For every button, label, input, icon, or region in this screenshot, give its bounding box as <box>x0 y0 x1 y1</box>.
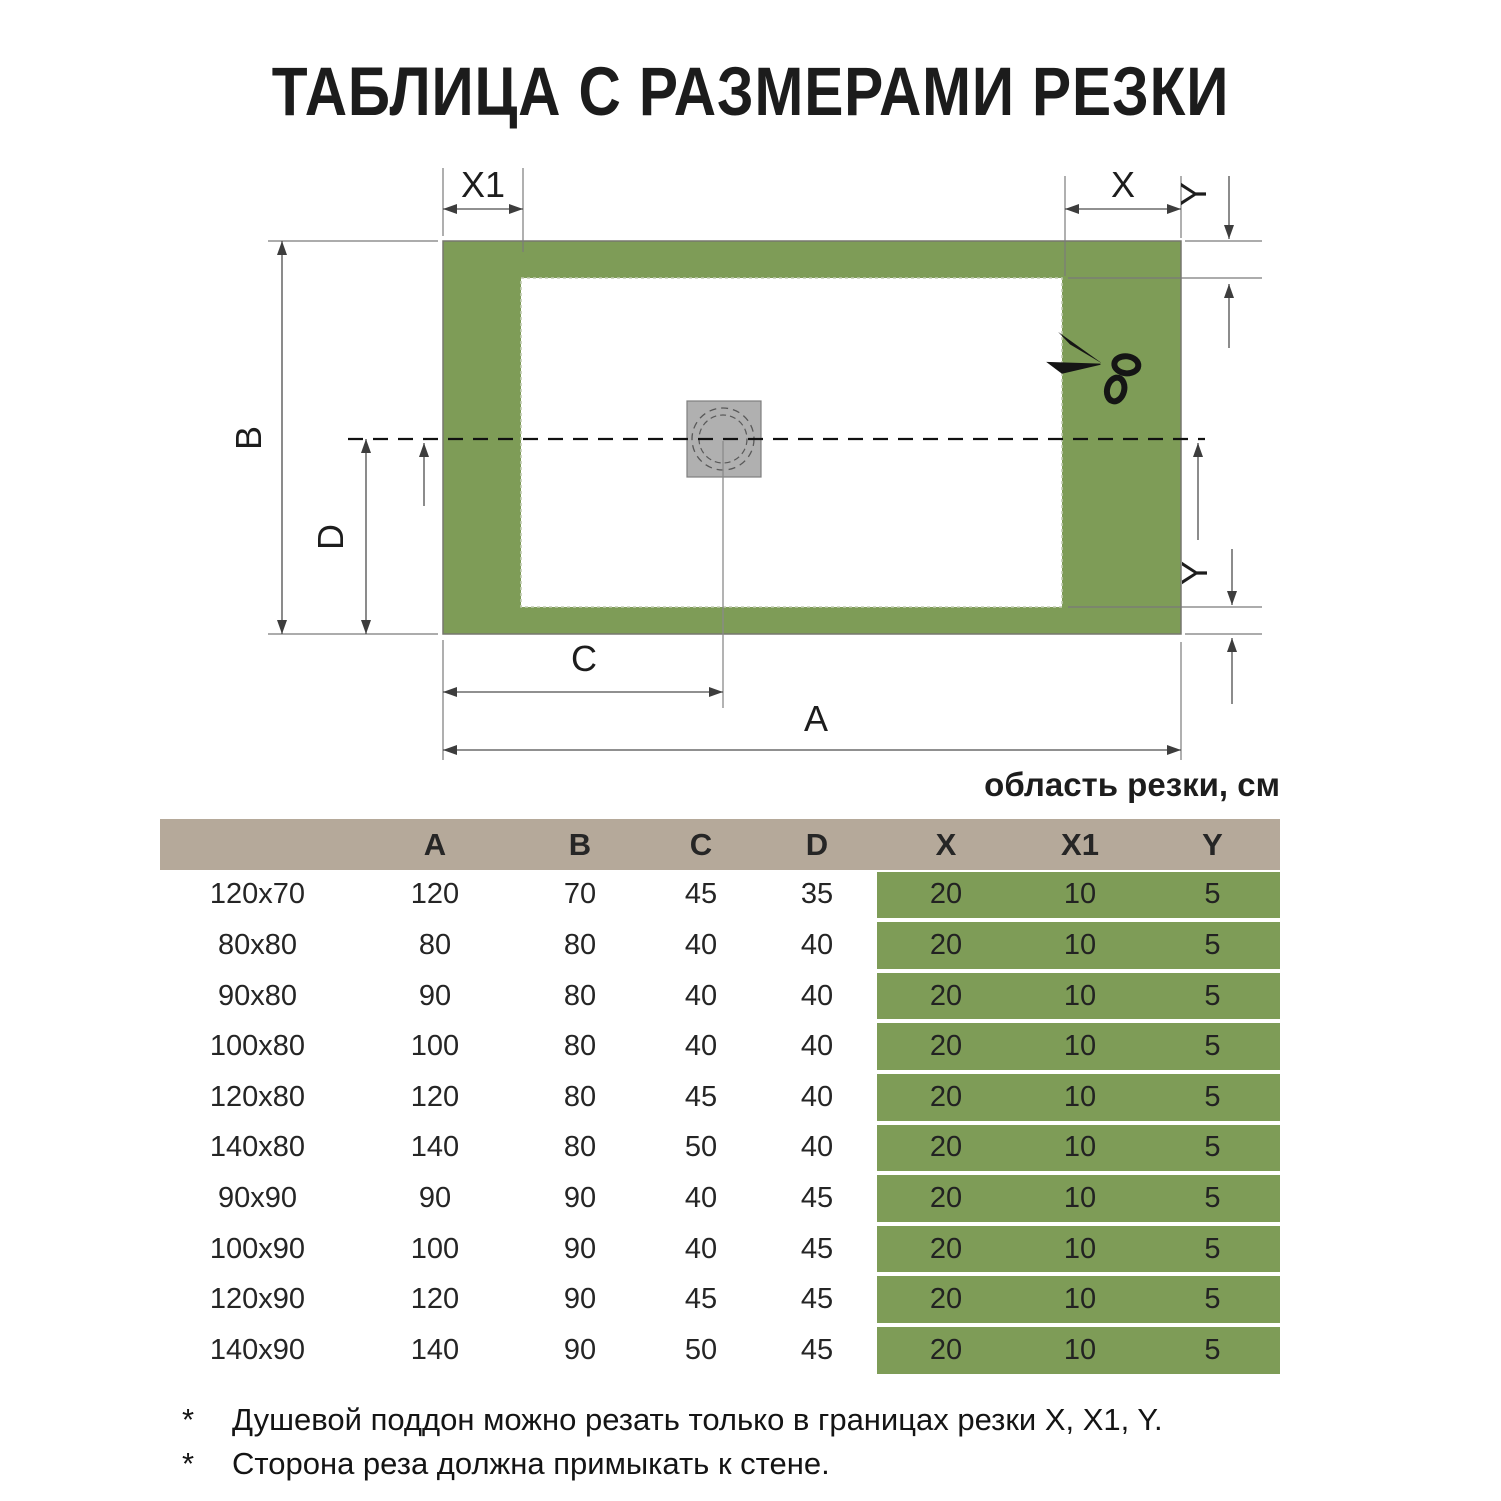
cell-B: 80 <box>515 1021 645 1072</box>
cell-D: 45 <box>757 1224 877 1275</box>
cell-X1: 10 <box>1015 1173 1145 1224</box>
cell-C: 40 <box>645 920 757 971</box>
cell-X: 20 <box>877 971 1015 1022</box>
label-b: B <box>228 425 269 451</box>
cell-D: 45 <box>757 1274 877 1325</box>
row-size-label: 80x80 <box>160 920 355 971</box>
col-header-x1: X1 <box>1015 819 1145 870</box>
cell-D: 40 <box>757 920 877 971</box>
label-y-top: Y <box>1173 181 1214 207</box>
cell-C: 40 <box>645 1173 757 1224</box>
col-header-y: Y <box>1145 819 1280 870</box>
row-size-label: 90x80 <box>160 971 355 1022</box>
cutting-size-table <box>160 819 1280 1376</box>
cell-Y: 5 <box>1145 971 1280 1022</box>
cell-Y: 5 <box>1145 1072 1280 1123</box>
label-d: D <box>310 524 351 550</box>
cell-X1: 10 <box>1015 870 1145 921</box>
cell-C: 40 <box>645 1021 757 1072</box>
cell-C: 50 <box>645 1123 757 1174</box>
col-header-b: B <box>515 819 645 870</box>
label-y-bottom: Y <box>1174 560 1215 586</box>
row-size-label: 140x80 <box>160 1123 355 1174</box>
row-size-label: 120x90 <box>160 1274 355 1325</box>
footnote-2-marker: * <box>182 1446 195 1481</box>
row-size-label: 120x70 <box>160 870 355 921</box>
cell-B: 70 <box>515 870 645 921</box>
cell-C: 50 <box>645 1325 757 1376</box>
cell-A: 80 <box>355 920 515 971</box>
cell-A: 90 <box>355 1173 515 1224</box>
cell-C: 40 <box>645 971 757 1022</box>
tray-inner-area <box>521 278 1062 607</box>
cell-A: 90 <box>355 971 515 1022</box>
col-header-a: A <box>355 819 515 870</box>
cell-X1: 10 <box>1015 1123 1145 1174</box>
cell-C: 45 <box>645 1072 757 1123</box>
col-header-x: X <box>877 819 1015 870</box>
cell-X: 20 <box>877 1072 1015 1123</box>
cell-B: 80 <box>515 1123 645 1174</box>
cell-X1: 10 <box>1015 1072 1145 1123</box>
cell-A: 140 <box>355 1325 515 1376</box>
label-x1: X1 <box>460 164 506 205</box>
cell-X1: 10 <box>1015 920 1145 971</box>
col-header-c: C <box>645 819 757 870</box>
cell-B: 80 <box>515 971 645 1022</box>
cell-X: 20 <box>877 870 1015 921</box>
cell-A: 100 <box>355 1021 515 1072</box>
cell-X: 20 <box>877 1325 1015 1376</box>
footnote-2-text: Сторона реза должна примыкать к стене. <box>232 1446 830 1481</box>
cell-Y: 5 <box>1145 1123 1280 1174</box>
cell-Y: 5 <box>1145 920 1280 971</box>
label-x: X <box>1110 164 1136 205</box>
row-size-label: 100x80 <box>160 1021 355 1072</box>
table-caption: область резки, см <box>984 766 1280 803</box>
cell-X1: 10 <box>1015 1021 1145 1072</box>
footnotes <box>160 1398 1400 1486</box>
cell-B: 90 <box>515 1224 645 1275</box>
label-c: C <box>571 638 597 679</box>
label-a: A <box>803 698 829 739</box>
cell-D: 40 <box>757 1123 877 1174</box>
cell-X: 20 <box>877 1173 1015 1224</box>
cell-D: 45 <box>757 1325 877 1376</box>
cell-X: 20 <box>877 1123 1015 1174</box>
cell-D: 40 <box>757 1072 877 1123</box>
cell-D: 40 <box>757 1021 877 1072</box>
cell-X: 20 <box>877 920 1015 971</box>
cell-X: 20 <box>877 1021 1015 1072</box>
cell-Y: 5 <box>1145 1325 1280 1376</box>
cell-X: 20 <box>877 1224 1015 1275</box>
cell-A: 120 <box>355 870 515 921</box>
footnote-1-marker: * <box>182 1402 195 1437</box>
cell-B: 90 <box>515 1173 645 1224</box>
cell-A: 100 <box>355 1224 515 1275</box>
cell-A: 140 <box>355 1123 515 1174</box>
row-size-label: 140x90 <box>160 1325 355 1376</box>
cell-D: 40 <box>757 971 877 1022</box>
cell-B: 90 <box>515 1274 645 1325</box>
cell-D: 35 <box>757 870 877 921</box>
cell-B: 80 <box>515 920 645 971</box>
cell-C: 40 <box>645 1224 757 1275</box>
cell-X1: 10 <box>1015 971 1145 1022</box>
cell-X1: 10 <box>1015 1274 1145 1325</box>
footnote-1 <box>160 1398 1400 1442</box>
cell-Y: 5 <box>1145 1173 1280 1224</box>
footnote-2 <box>160 1442 1400 1486</box>
cell-B: 90 <box>515 1325 645 1376</box>
col-header-d: D <box>757 819 877 870</box>
cell-X: 20 <box>877 1274 1015 1325</box>
col-header-size <box>160 819 355 870</box>
cell-C: 45 <box>645 870 757 921</box>
row-size-label: 100x90 <box>160 1224 355 1275</box>
cell-Y: 5 <box>1145 870 1280 921</box>
cell-Y: 5 <box>1145 1021 1280 1072</box>
cell-Y: 5 <box>1145 1274 1280 1325</box>
row-size-label: 90x90 <box>160 1173 355 1224</box>
cell-X1: 10 <box>1015 1224 1145 1275</box>
cell-C: 45 <box>645 1274 757 1325</box>
cell-X1: 10 <box>1015 1325 1145 1376</box>
cell-D: 45 <box>757 1173 877 1224</box>
cell-B: 80 <box>515 1072 645 1123</box>
cell-Y: 5 <box>1145 1224 1280 1275</box>
cell-A: 120 <box>355 1072 515 1123</box>
footnote-1-text: Душевой поддон можно резать только в границах резки X, X1, Y. <box>232 1402 1163 1437</box>
cell-A: 120 <box>355 1274 515 1325</box>
page-title: ТАБЛИЦА С РАЗМЕРАМИ РЕЗКИ <box>271 53 1230 130</box>
row-size-label: 120x80 <box>160 1072 355 1123</box>
